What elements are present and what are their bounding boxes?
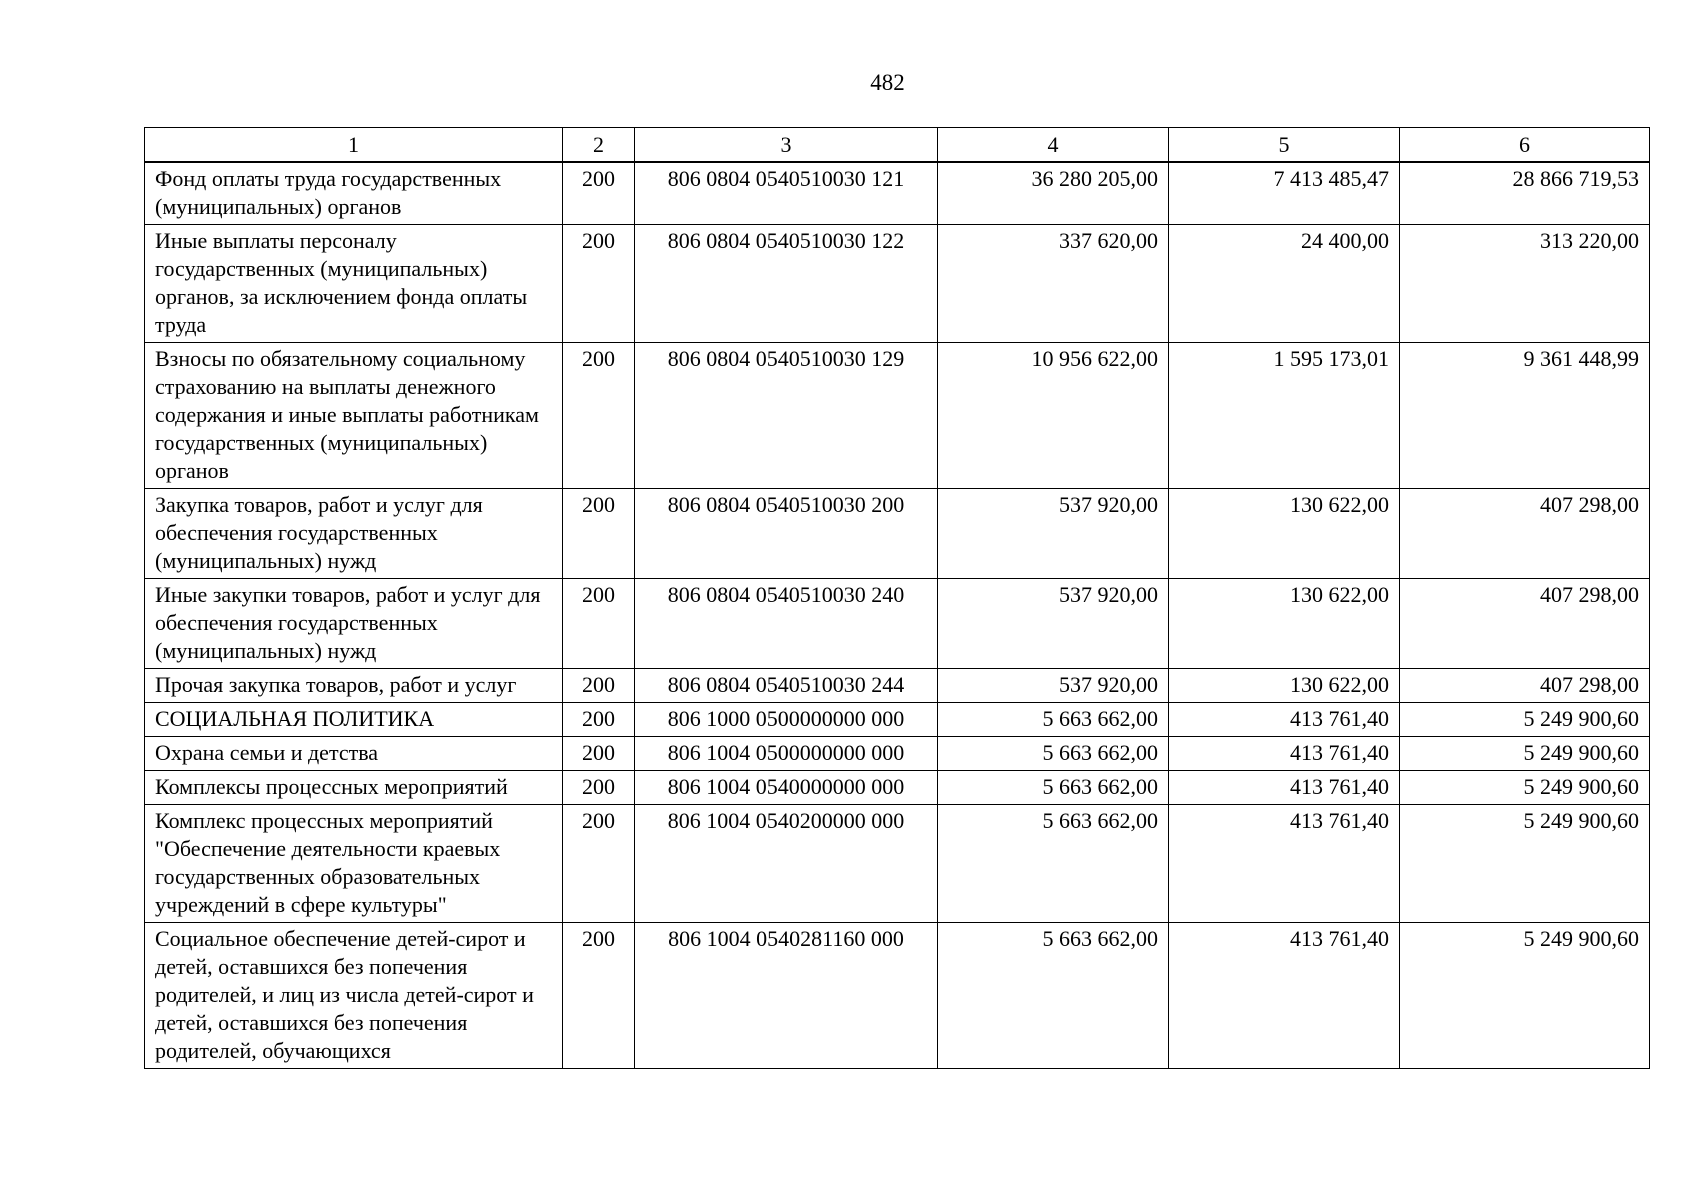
row-executed: 413 761,40 [1169, 737, 1400, 771]
table-header-row [145, 128, 1650, 163]
row-unexecuted: 9 361 448,99 [1400, 343, 1650, 489]
table-row [145, 923, 1650, 1069]
row-executed: 413 761,40 [1169, 703, 1400, 737]
row-name: СОЦИАЛЬНАЯ ПОЛИТИКА [145, 703, 563, 737]
column-header: 3 [635, 128, 938, 163]
row-unexecuted: 5 249 900,60 [1400, 737, 1650, 771]
row-line-code: 200 [563, 225, 635, 343]
row-approved: 5 663 662,00 [938, 737, 1169, 771]
row-budget-code: 806 1004 0540200000 000 [635, 805, 938, 923]
column-header: 4 [938, 128, 1169, 163]
row-name: Комплексы процессных мероприятий [145, 771, 563, 805]
row-unexecuted: 5 249 900,60 [1400, 703, 1650, 737]
column-header: 2 [563, 128, 635, 163]
table-row [145, 343, 1650, 489]
row-approved: 537 920,00 [938, 579, 1169, 669]
row-executed: 413 761,40 [1169, 771, 1400, 805]
row-approved: 5 663 662,00 [938, 805, 1169, 923]
row-name: Фонд оплаты труда государственных (муниципальных) органов [145, 162, 563, 225]
row-name: Иные выплаты персоналу государственных (муниципальных) органов, за исключением фонда оплаты труда [145, 225, 563, 343]
row-budget-code: 806 0804 0540510030 200 [635, 489, 938, 579]
row-line-code: 200 [563, 579, 635, 669]
row-unexecuted: 5 249 900,60 [1400, 771, 1650, 805]
table-row [145, 225, 1650, 343]
row-line-code: 200 [563, 162, 635, 225]
table-row [145, 737, 1650, 771]
row-line-code: 200 [563, 737, 635, 771]
row-line-code: 200 [563, 923, 635, 1069]
row-budget-code: 806 1004 0500000000 000 [635, 737, 938, 771]
row-line-code: 200 [563, 805, 635, 923]
row-budget-code: 806 0804 0540510030 240 [635, 579, 938, 669]
row-name: Охрана семьи и детства [145, 737, 563, 771]
row-name: Прочая закупка товаров, работ и услуг [145, 669, 563, 703]
row-budget-code: 806 0804 0540510030 244 [635, 669, 938, 703]
row-executed: 24 400,00 [1169, 225, 1400, 343]
table-row [145, 579, 1650, 669]
table-row [145, 162, 1650, 225]
row-approved: 537 920,00 [938, 669, 1169, 703]
row-executed: 130 622,00 [1169, 489, 1400, 579]
row-executed: 413 761,40 [1169, 805, 1400, 923]
row-executed: 1 595 173,01 [1169, 343, 1400, 489]
row-executed: 130 622,00 [1169, 579, 1400, 669]
row-unexecuted: 407 298,00 [1400, 489, 1650, 579]
row-line-code: 200 [563, 669, 635, 703]
row-name: Закупка товаров, работ и услуг для обеспечения государственных (муниципальных) нужд [145, 489, 563, 579]
budget-table [144, 127, 1650, 1069]
row-approved: 10 956 622,00 [938, 343, 1169, 489]
row-budget-code: 806 0804 0540510030 129 [635, 343, 938, 489]
row-name: Иные закупки товаров, работ и услуг для обеспечения государственных (муниципальных) нужд [145, 579, 563, 669]
row-name: Социальное обеспечение детей-сирот и детей, оставшихся без попечения родителей, и лиц из числа детей-сирот и детей, оставшихся без попечения родителей, обучающихся [145, 923, 563, 1069]
table-row [145, 771, 1650, 805]
row-unexecuted: 5 249 900,60 [1400, 805, 1650, 923]
row-executed: 413 761,40 [1169, 923, 1400, 1069]
row-line-code: 200 [563, 343, 635, 489]
row-approved: 5 663 662,00 [938, 771, 1169, 805]
row-line-code: 200 [563, 771, 635, 805]
row-executed: 7 413 485,47 [1169, 162, 1400, 225]
row-approved: 36 280 205,00 [938, 162, 1169, 225]
row-approved: 537 920,00 [938, 489, 1169, 579]
column-header: 5 [1169, 128, 1400, 163]
row-approved: 5 663 662,00 [938, 703, 1169, 737]
row-budget-code: 806 1004 0540281160 000 [635, 923, 938, 1069]
row-unexecuted: 313 220,00 [1400, 225, 1650, 343]
row-executed: 130 622,00 [1169, 669, 1400, 703]
row-approved: 337 620,00 [938, 225, 1169, 343]
row-budget-code: 806 0804 0540510030 122 [635, 225, 938, 343]
column-header: 6 [1400, 128, 1650, 163]
row-unexecuted: 407 298,00 [1400, 579, 1650, 669]
row-line-code: 200 [563, 489, 635, 579]
row-name: Взносы по обязательному социальному страхованию на выплаты денежного содержания и иные выплаты работникам государственных (муниципальных) органов [145, 343, 563, 489]
page-number: 482 [870, 70, 905, 95]
column-header: 1 [145, 128, 563, 163]
table-row [145, 669, 1650, 703]
row-unexecuted: 407 298,00 [1400, 669, 1650, 703]
row-line-code: 200 [563, 703, 635, 737]
table-row [145, 489, 1650, 579]
table-row [145, 805, 1650, 923]
row-unexecuted: 28 866 719,53 [1400, 162, 1650, 225]
row-budget-code: 806 0804 0540510030 121 [635, 162, 938, 225]
row-unexecuted: 5 249 900,60 [1400, 923, 1650, 1069]
row-name: Комплекс процессных мероприятий "Обеспечение деятельности краевых государственных образовательных учреждений в сфере культуры" [145, 805, 563, 923]
row-approved: 5 663 662,00 [938, 923, 1169, 1069]
table-row [145, 703, 1650, 737]
row-budget-code: 806 1004 0540000000 000 [635, 771, 938, 805]
row-budget-code: 806 1000 0500000000 000 [635, 703, 938, 737]
